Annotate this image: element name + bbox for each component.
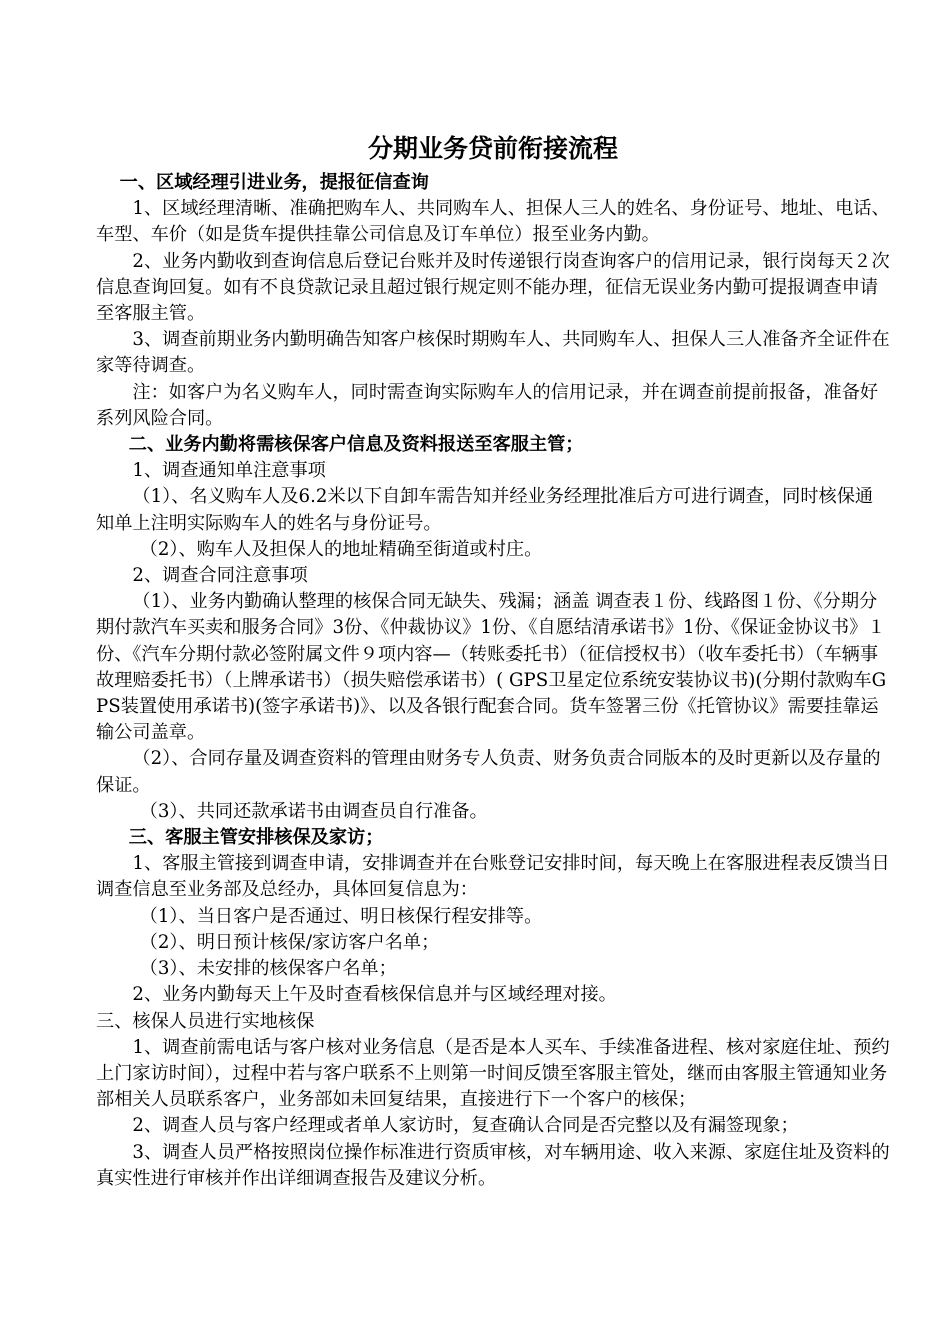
paragraph: （2）、合同存量及调查资料的管理由财务专人负责、财务负责合同版本的及时更新以及存量的保证。: [96, 748, 881, 796]
paragraph: 三、核保人员进行实地核保: [96, 1010, 315, 1032]
paragraph: 1、调查通知单注意事项: [132, 460, 326, 482]
paragraph: 2、业务内勤每天上午及时查看核保信息并与区域经理对接。: [132, 984, 617, 1006]
paragraph: 1、区域经理清晰、准确把购车人、共同购车人、担保人三人的姓名、身份证号、地址、电话、车型、车价（如是货车提供挂靠公司信息及订车单位）报至业务内勤。: [96, 198, 890, 246]
paragraph: 3、调查人员严格按照岗位操作标准进行资质审核，对车辆用途、收入来源、家庭住址及资料的真实性进行审核并作出详细调查报告及建议分析。: [96, 1141, 890, 1189]
document-title: 分期业务贷前衔接流程: [367, 134, 618, 163]
paragraph: 2、业务内勤收到查询信息后登记台账并及时传递银行岗查询客户的信用记录，银行岗每天２次信息查询回复。如有不良贷款记录且超过银行规定则不能办理，征信无误业务内勤可提报调查申请至客服主管。: [96, 250, 890, 325]
paragraph: 3、调查前期业务内勤明确告知客户核保时期购车人、共同购车人、担保人三人准备齐全证件在家等待调查。: [96, 329, 890, 377]
section-heading: 三、客服主管安排核保及家访；: [128, 827, 384, 849]
paragraph: （3）、未安排的核保客户名单；: [139, 958, 397, 980]
section-heading: 一、区域经理引进业务，提报征信查询: [119, 172, 429, 193]
paragraph: （1）、当日客户是否通过、明日核保行程安排等。: [139, 905, 543, 927]
paragraph: 1、调查前需电话与客户核对业务信息（是否是本人买车、手续准备进程、核对家庭住址、预约上门家访时间），过程中若与客户联系不上则第一时间反馈至客服主管处，继而由客服主管通知业务部相关人员联系客户，业务部如未回复结果，直接进行下一个客户的核保；: [96, 1036, 890, 1111]
paragraph: （1）、名义购车人及6.2米以下自卸车需告知并经业务经理批准后方可进行调查，同时核保通知单上注明实际购车人的姓名与身份证号。: [96, 486, 874, 534]
section-heading: 二、业务内勤将需核保客户信息及资料报送至客服主管；: [128, 434, 584, 456]
document-body: [96, 170, 890, 1192]
paragraph: （3）、共同还款承诺书由调查员自行准备。: [139, 800, 488, 822]
paragraph: （2）、购车人及担保人的地址精确至街道或村庄。: [139, 538, 543, 560]
paragraph: 2、调查合同注意事项: [132, 565, 308, 587]
paragraph: 注：如客户为名义购车人，同时需查询实际购车人的信用记录，并在调查前提前报备，准备好系列风险合同。: [96, 381, 879, 429]
paragraph: （2）、明日预计核保/家访客户名单；: [139, 931, 440, 953]
paragraph: （1）、业务内勤确认整理的核保合同无缺失、残漏；涵盖 调查表１份、线路图１份、《分期分期付款汽车买卖和服务合同》3份、《仲裁协议》1份、《自愿结清承诺书》1份、《保证金协议书》１份、《汽车分期付款必签附属文件９项内容—（转账委托书）（征信授权书）（收车委托书）（车辆事故理赔委托书）（上牌承诺书）（损失赔偿承诺书）( GPS卫星定位系统安装协议书)(分期付款购车GPS装置使用承诺书)(签字承诺书)》、以及各银行配套合同。货车签署三份《托管协议》需要挂靠运输公司盖章。: [96, 591, 887, 744]
paragraph: 2、调查人员与客户经理或者单人家访时，复查确认合同是否完整以及有漏签现象；: [132, 1115, 799, 1137]
paragraph: 1、客服主管接到调查申请，安排调查并在台账登记安排时间，每天晚上在客服进程表反馈当日调查信息至业务部及总经办，具体回复信息为：: [96, 853, 890, 901]
